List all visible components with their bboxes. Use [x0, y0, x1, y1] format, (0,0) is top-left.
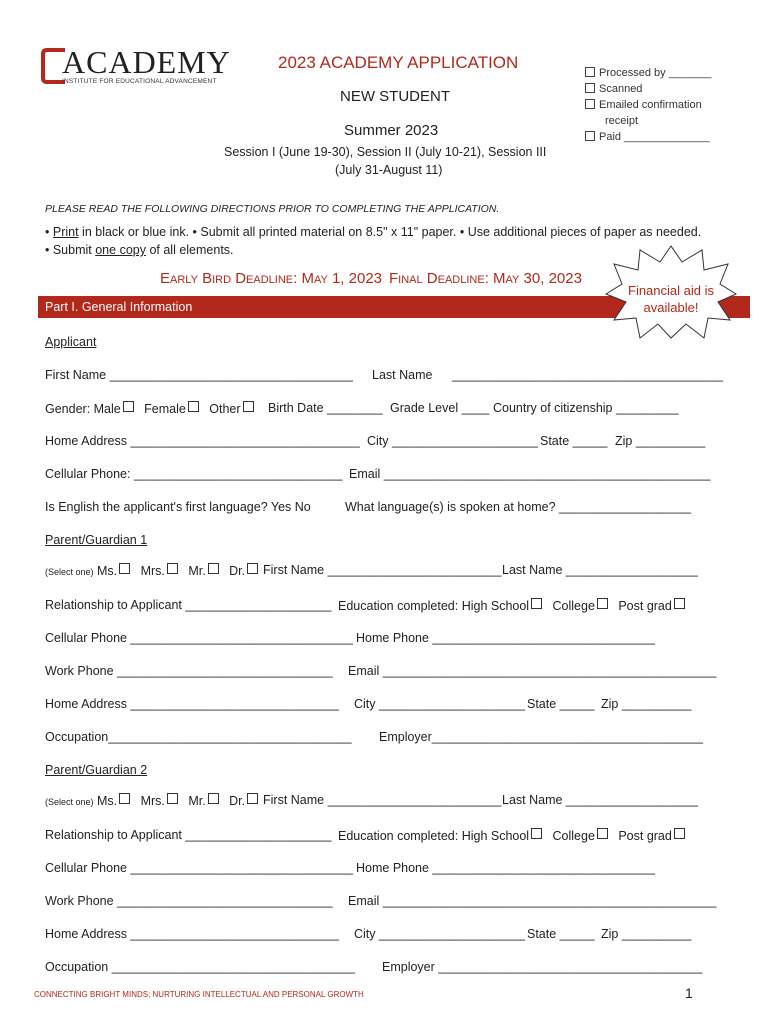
mr-checkbox[interactable] — [208, 793, 219, 804]
college-checkbox[interactable] — [597, 598, 608, 609]
sessions-line-2: (July 31-August 11) — [335, 163, 443, 177]
mrs-checkbox[interactable] — [167, 793, 178, 804]
directions-line-2: • Submit one copy of all elements. — [45, 243, 234, 257]
dr-checkbox[interactable] — [247, 563, 258, 574]
academy-logo-subtitle: INSTITUTE FOR EDUCATIONAL ADVANCEMENT — [62, 78, 217, 85]
guardian-2-email[interactable]: Email ________________________________________________ — [348, 894, 717, 908]
guardian-2-zip[interactable]: Zip __________ — [601, 927, 692, 941]
guardian-2-first-name[interactable]: First Name _________________________ — [263, 793, 502, 807]
guardian-1-occupation[interactable]: Occupation___________________________________ — [45, 730, 352, 744]
guardian-2-work-phone[interactable]: Work Phone _______________________________ — [45, 894, 333, 908]
directions-line-1: • Print in black or blue ink. • Submit all printed material on 8.5" x 11" paper. • Use additional pieces of paper as needed. — [45, 225, 702, 239]
financial-aid-callout: Financial aid is available! — [628, 283, 714, 315]
guardian-2-cellular[interactable]: Cellular Phone ________________________________ — [45, 861, 353, 875]
post-grad-checkbox[interactable] — [674, 598, 685, 609]
ms-checkbox[interactable] — [119, 563, 130, 574]
early-bird-deadline: Early Bird Deadline: May 1, 2023 — [160, 270, 383, 287]
directions-heading: PLEASE READ THE FOLLOWING DIRECTIONS PRIOR TO COMPLETING THE APPLICATION. — [45, 203, 500, 215]
scanned[interactable]: Scanned — [585, 83, 642, 95]
male-checkbox[interactable] — [123, 401, 134, 412]
guardian-1-relationship[interactable]: Relationship to Applicant _____________________ — [45, 598, 332, 612]
checkbox[interactable] — [585, 131, 595, 141]
checkbox[interactable] — [585, 67, 595, 77]
state-field[interactable]: State _____ — [540, 434, 608, 448]
guardian-2-relationship[interactable]: Relationship to Applicant _____________________ — [45, 828, 332, 842]
emailed-confirmation-cont: receipt — [605, 115, 639, 127]
guardian-2-title-row: (Select one) Ms. Mrs. Mr. Dr. — [45, 793, 258, 808]
guardian-1-home-address[interactable]: Home Address ______________________________ — [45, 697, 340, 711]
paid[interactable]: Paid ______________ — [585, 131, 710, 143]
guardian-1-state[interactable]: State _____ — [527, 697, 595, 711]
page-subtitle: NEW STUDENT — [340, 88, 450, 105]
guardian-2-education: Education completed: High School College Post grad — [338, 828, 685, 843]
grade-level-field[interactable]: Grade Level ____ — [390, 401, 490, 415]
guardian-1-last-name[interactable]: Last Name ___________________ — [502, 563, 699, 577]
guardian-1-home-phone[interactable]: Home Phone ________________________________ — [356, 631, 655, 645]
guardian-1-zip[interactable]: Zip __________ — [601, 697, 692, 711]
guardian-1-title-row: (Select one) Ms. Mrs. Mr. Dr. — [45, 563, 258, 578]
guardian-2-heading: Parent/Guardian 2 — [45, 763, 148, 777]
checkbox[interactable] — [585, 99, 595, 109]
zip-field[interactable]: Zip __________ — [615, 434, 706, 448]
gender-row: Gender: Male Female Other — [45, 401, 254, 416]
guardian-1-email[interactable]: Email ________________________________________________ — [348, 664, 717, 678]
birth-date-field[interactable]: Birth Date ________ — [268, 401, 383, 415]
term: Summer 2023 — [344, 122, 439, 139]
guardian-1-city[interactable]: City _____________________ — [354, 697, 525, 711]
academy-logo-word: ACADEMY — [62, 44, 231, 80]
applicant-first-name[interactable]: First Name ___________________________________ — [45, 368, 353, 382]
city-field[interactable]: City _____________________ — [367, 434, 538, 448]
emailed-confirmation[interactable]: Emailed confirmation — [585, 99, 702, 111]
mrs-checkbox[interactable] — [167, 563, 178, 574]
guardian-2-state[interactable]: State _____ — [527, 927, 595, 941]
guardian-1-cellular[interactable]: Cellular Phone ________________________________ — [45, 631, 353, 645]
guardian-1-employer[interactable]: Employer_______________________________________ — [379, 730, 703, 744]
high-school-checkbox[interactable] — [531, 828, 542, 839]
dr-checkbox[interactable] — [247, 793, 258, 804]
sessions-line-1: Session I (June 19-30), Session II (July 10-21), Session III — [224, 145, 547, 159]
page-title: 2023 ACADEMY APPLICATION — [278, 53, 519, 72]
cellular-phone-field[interactable]: Cellular Phone: ______________________________ — [45, 467, 343, 481]
processed-by[interactable]: Processed by _______ — [585, 67, 712, 79]
page-number: 1 — [685, 985, 693, 1001]
footer-tagline: CONNECTING BRIGHT MINDS; NURTURING INTELLECTUAL AND PERSONAL GROWTH — [34, 990, 364, 999]
guardian-2-employer[interactable]: Employer ______________________________________ — [382, 960, 703, 974]
guardian-1-education: Education completed: High School College Post grad — [338, 598, 685, 613]
applicant-last-name[interactable]: _______________________________________ — [452, 368, 724, 382]
ms-checkbox[interactable] — [119, 793, 130, 804]
post-grad-checkbox[interactable] — [674, 828, 685, 839]
home-address-field[interactable]: Home Address _________________________________ — [45, 434, 360, 448]
guardian-1-first-name[interactable]: First Name _________________________ — [263, 563, 502, 577]
applicant-heading: Applicant — [45, 335, 97, 349]
guardian-2-occupation[interactable]: Occupation ___________________________________ — [45, 960, 356, 974]
mr-checkbox[interactable] — [208, 563, 219, 574]
english-first-language[interactable]: Is English the applicant's first language? Yes No — [45, 500, 311, 514]
checkbox[interactable] — [585, 83, 595, 93]
guardian-2-home-phone[interactable]: Home Phone ________________________________ — [356, 861, 655, 875]
applicant-last-name-label: Last Name — [372, 368, 433, 382]
guardian-1-work-phone[interactable]: Work Phone _______________________________ — [45, 664, 333, 678]
other-checkbox[interactable] — [243, 401, 254, 412]
guardian-2-city[interactable]: City _____________________ — [354, 927, 525, 941]
guardian-2-last-name[interactable]: Last Name ___________________ — [502, 793, 699, 807]
high-school-checkbox[interactable] — [531, 598, 542, 609]
final-deadline: Final Deadline: May 30, 2023 — [389, 270, 582, 287]
home-language-field[interactable]: What language(s) is spoken at home? ___________________ — [345, 500, 692, 514]
guardian-2-home-address[interactable]: Home Address ______________________________ — [45, 927, 340, 941]
female-checkbox[interactable] — [188, 401, 199, 412]
section-title: Part I. General Information — [45, 300, 193, 314]
email-field[interactable]: Email _______________________________________________ — [349, 467, 711, 481]
college-checkbox[interactable] — [597, 828, 608, 839]
citizenship-field[interactable]: Country of citizenship _________ — [493, 401, 679, 415]
guardian-1-heading: Parent/Guardian 1 — [45, 533, 148, 547]
